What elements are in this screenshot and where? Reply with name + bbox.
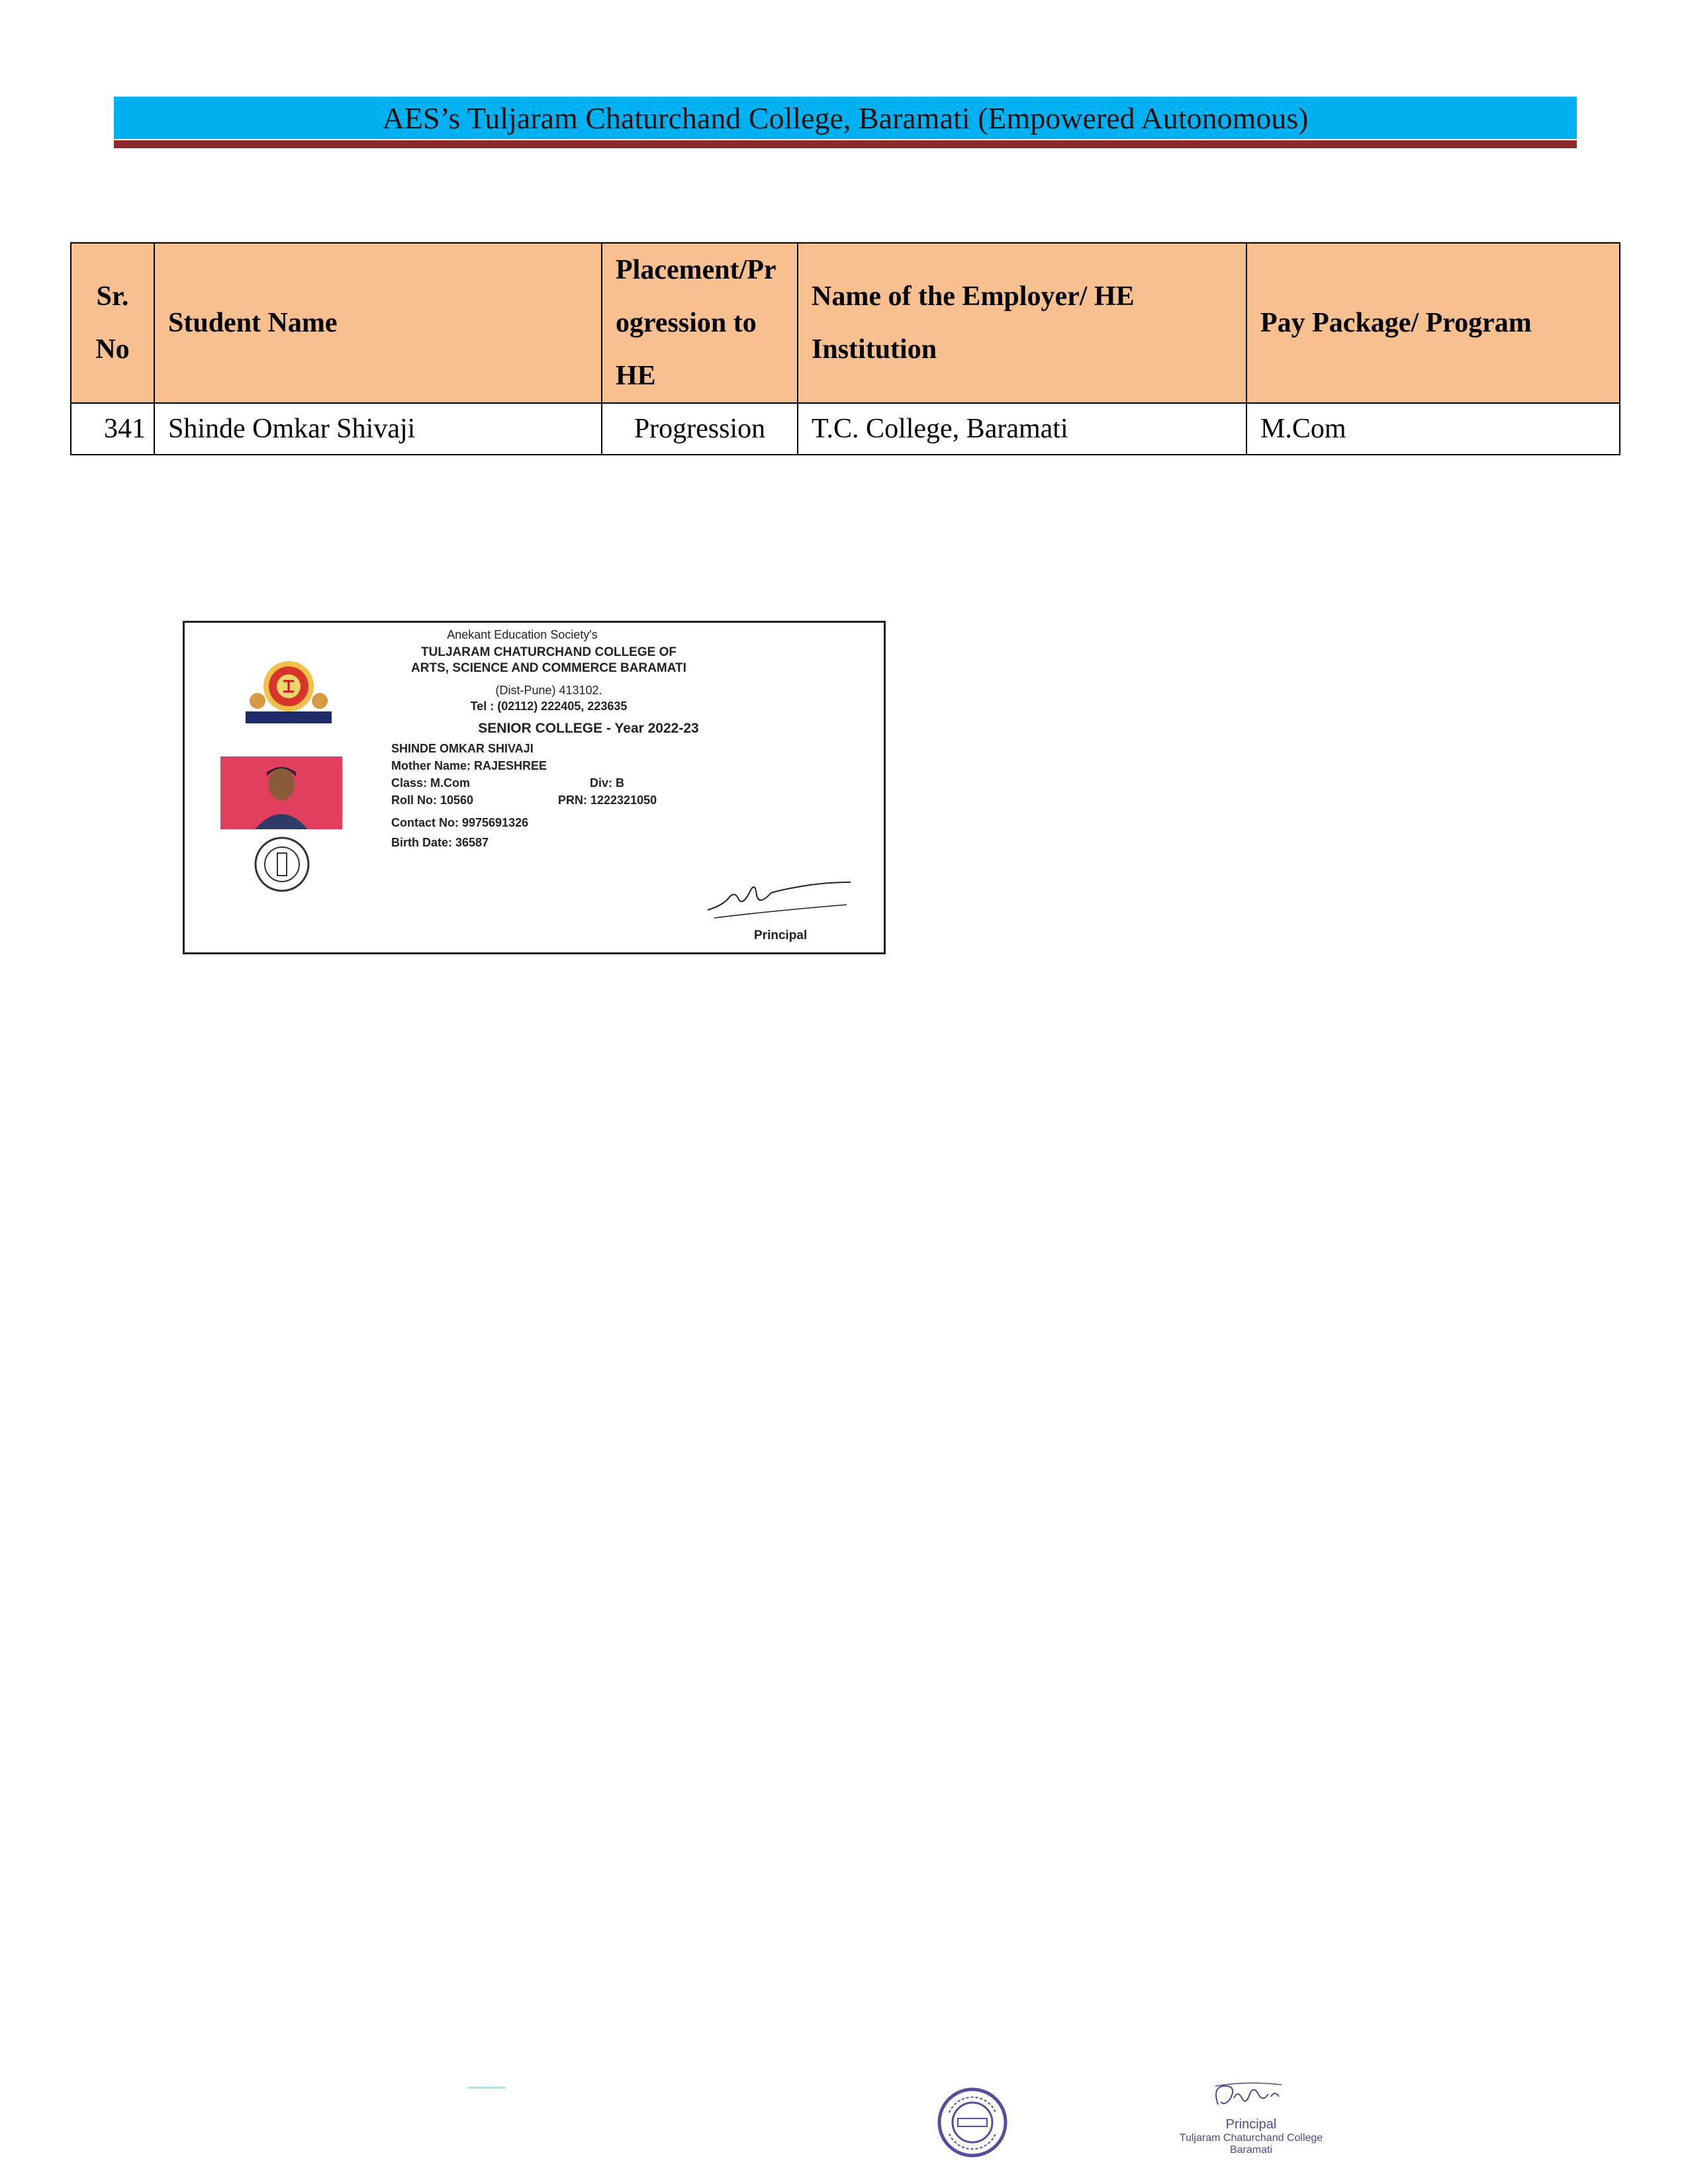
id-card-birth-date: Birth Date: 36587: [391, 836, 489, 849]
table-row: [71, 403, 1620, 455]
principal-place: Baramati: [1229, 2144, 1273, 2156]
student-id-card: [183, 621, 886, 954]
person-icon: [220, 756, 342, 829]
principal-title: Principal: [1225, 2117, 1277, 2132]
id-card-college-line2: ARTS, SCIENCE AND COMMERCE BARAMATI: [411, 661, 686, 675]
page-header-banner: [114, 97, 1577, 139]
footer-mark: [467, 2087, 506, 2089]
principal-footer-signature: [1152, 2078, 1350, 2114]
principal-block: [1152, 2078, 1350, 2156]
cell-student-name: Shinde Omkar Shivaji: [154, 403, 602, 455]
id-card-session: SENIOR COLLEGE - Year 2022-23: [478, 721, 699, 736]
id-card-class: Class: M.Com: [391, 776, 471, 790]
principal-signature: [701, 872, 867, 925]
id-card-district: (Dist-Pune) 413102.: [495, 684, 602, 697]
cell-employer: T.C. College, Baramati: [798, 403, 1246, 455]
college-seal-icon: [936, 2086, 1009, 2159]
id-card-student-name: SHINDE OMKAR SHIVAJI: [391, 742, 534, 755]
column-header-student-name: Student Name: [154, 243, 602, 403]
column-header-employer: Name of the Employer/ HE Institution: [798, 243, 1246, 403]
cell-sr-no: 341: [71, 403, 154, 455]
id-card-contact: Contact No: 9975691326: [391, 816, 529, 829]
progression-table: [70, 242, 1620, 455]
principal-college: Tuljaram Chaturchand College: [1179, 2132, 1323, 2144]
column-header-package: Pay Package/ Program: [1246, 243, 1620, 403]
id-card-signatory: Principal: [754, 929, 808, 942]
id-card-division: Div: B: [590, 776, 625, 790]
cell-placement: Progression: [602, 403, 798, 455]
id-card-college-line1: TULJARAM CHATURCHAND COLLEGE OF: [421, 645, 677, 659]
column-header-placement: Placement/Progression to HE: [602, 243, 798, 403]
header-rule: [114, 140, 1577, 148]
table-header-row: [71, 243, 1620, 403]
student-photo: [220, 756, 342, 829]
id-card-roll-no: Roll No: 10560: [391, 794, 474, 807]
id-card-prn: PRN: 1222321050: [558, 794, 657, 807]
page-title: AES’s Tuljaram Chaturchand College, Baramati (Empowered Autonomous): [382, 101, 1309, 135]
column-header-sr-no: Sr. No: [71, 243, 154, 403]
college-stamp-icon: [254, 836, 310, 893]
id-card-mother-name: Mother Name: RAJESHREE: [391, 759, 547, 772]
cell-package: M.Com: [1246, 403, 1620, 455]
id-card-society: Anekant Education Society's: [447, 628, 598, 641]
college-logo-icon: [246, 655, 332, 727]
id-card-telephone: Tel : (02112) 222405, 223635: [470, 700, 628, 713]
